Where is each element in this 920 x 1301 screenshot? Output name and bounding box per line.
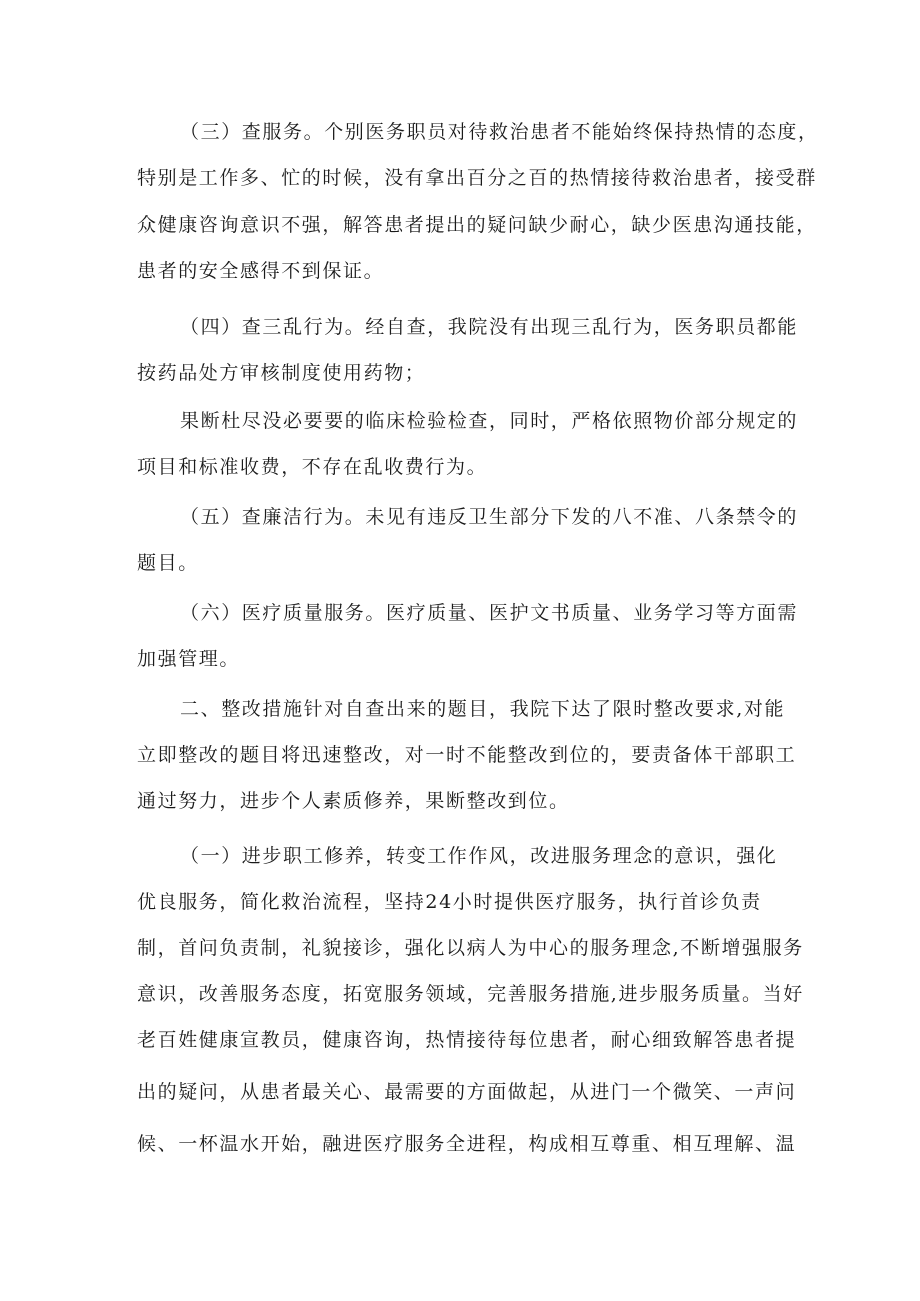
text-line: （四）查三乱行为。经自查，我院没有出现三乱行为，医务职员都能	[180, 316, 799, 338]
text-line: 项目和标准收费，不存在乱收费行为。	[137, 456, 488, 478]
text-line: 患者的安全感得不到保证。	[137, 260, 385, 282]
text-line: （六）医疗质量服务。医疗质量、医护文书质量、业务学习等方面需	[180, 602, 799, 624]
text-line: 出的疑问，从患者最关心、最需要的方面做起，从进门一个微笑、一声问	[137, 1081, 797, 1103]
text-line: 候、一杯温水开始，融进医疗服务全进程，构成相互尊重、相互理解、温	[137, 1133, 797, 1155]
text-line: 老百姓健康宣教员，健康咨询，热情接待每位患者，耐心细致解答患者提	[137, 1029, 797, 1051]
text-line: 意识，改善服务态度，拓宽服务领域，完善服务措施,进步服务质量。当好	[137, 983, 804, 1005]
text-line: （一）进步职工修养，转变工作作风，改进服务理念的意识，强化	[180, 845, 778, 867]
text-line: 优良服务，简化救治流程，坚持24小时提供医疗服务，执行首诊负责	[137, 891, 762, 913]
text-line: 制，首问负责制，礼貌接诊，强化以病人为中心的服务理念,不断增强服务	[137, 937, 804, 959]
text-line: 按药品处方审核制度使用药物；	[137, 362, 426, 384]
text-line: （五）查廉洁行为。未见有违反卫生部分下发的八不准、八条禁令的	[180, 506, 799, 528]
text-line: 果断杜尽没必要要的临床检验检查，同时，严格依照物价部分规定的	[180, 410, 799, 432]
text-line: 特别是工作多、忙的时候，没有拿出百分之百的热情接待救治患者，接受群	[137, 167, 817, 189]
text-line: 加强管理。	[137, 648, 241, 670]
text-line: 众健康咨询意识不强，解答患者提出的疑问缺少耐心，缺少医患沟通技能，	[137, 214, 817, 236]
text-line: 题目。	[137, 552, 199, 574]
text-line: 通过努力，进步个人素质修养，果断整改到位。	[137, 790, 570, 812]
text-line: 二、整改措施针对自查出来的题目，我院下达了限时整改要求,对能	[180, 698, 786, 720]
text-line: （三）查服务。个别医务职员对待救治患者不能始终保持热情的态度，	[180, 121, 819, 143]
text-line: 立即整改的题目将迅速整改，对一时不能整改到位的，要责备体干部职工	[137, 744, 797, 766]
